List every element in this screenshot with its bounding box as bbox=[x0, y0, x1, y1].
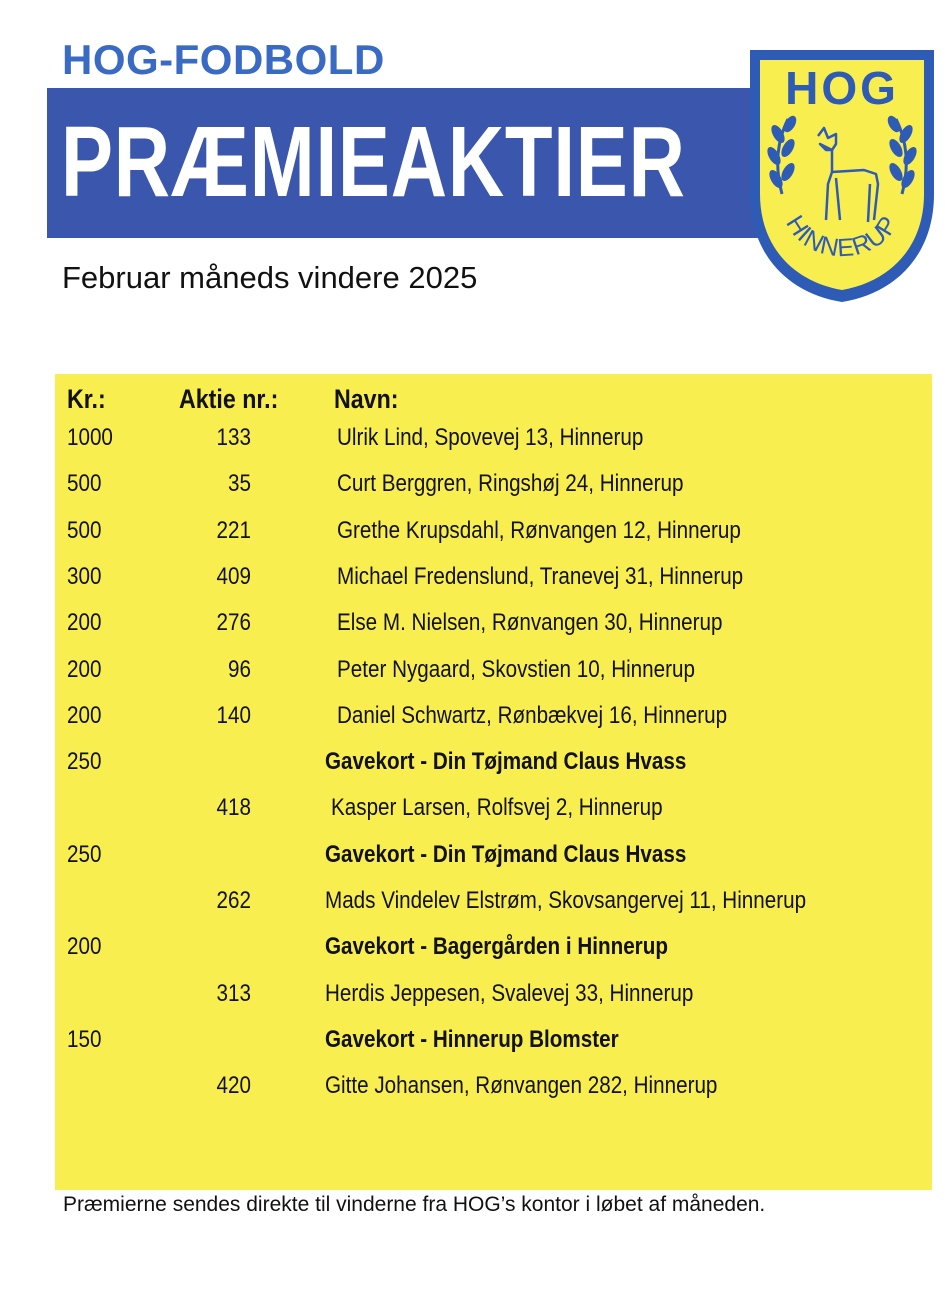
row-2-kr: 500 bbox=[67, 516, 102, 544]
row-9-kr: 250 bbox=[67, 840, 102, 868]
title-banner bbox=[47, 88, 760, 238]
row-14-navn: Gitte Johansen, Rønvangen 282, Hinnerup bbox=[325, 1072, 718, 1100]
subtitle: Februar måneds vindere 2025 bbox=[62, 260, 478, 295]
row-4-navn: Else M. Nielsen, Rønvangen 30, Hinnerup bbox=[337, 609, 723, 637]
row-11-navn: Gavekort - Bagergården i Hinnerup bbox=[325, 933, 668, 961]
winners-table bbox=[55, 374, 932, 1190]
row-4-aktie: 276 bbox=[216, 609, 251, 637]
row-3-aktie: 409 bbox=[216, 562, 251, 590]
row-11-kr: 200 bbox=[67, 933, 102, 961]
row-7-kr: 250 bbox=[67, 748, 102, 776]
row-1-kr: 500 bbox=[67, 470, 102, 498]
row-9-navn: Gavekort - Din Tøjmand Claus Hvass bbox=[325, 840, 687, 868]
page-title: PRÆMIEAKTIER bbox=[61, 106, 686, 218]
row-5-kr: 200 bbox=[67, 655, 102, 683]
row-13-kr: 150 bbox=[67, 1025, 102, 1053]
column-header-kr: Kr.: bbox=[67, 384, 106, 414]
row-12-aktie: 313 bbox=[216, 979, 251, 1007]
row-10-aktie: 262 bbox=[216, 887, 251, 914]
row-4-kr: 200 bbox=[67, 609, 102, 637]
row-8-navn: Kasper Larsen, Rolfsvej 2, Hinnerup bbox=[331, 794, 663, 822]
row-5-navn: Peter Nygaard, Skovstien 10, Hinnerup bbox=[337, 655, 695, 683]
row-7-navn: Gavekort - Din Tøjmand Claus Hvass bbox=[325, 748, 687, 776]
row-1-navn: Curt Berggren, Ringshøj 24, Hinnerup bbox=[337, 470, 684, 498]
org-title: HOG-FODBOLD bbox=[62, 36, 385, 83]
logo-top-text: HOG bbox=[785, 62, 899, 114]
row-6-kr: 200 bbox=[67, 701, 102, 729]
row-14-aktie: 420 bbox=[216, 1072, 251, 1100]
club-logo bbox=[744, 44, 940, 306]
row-6-aktie: 140 bbox=[216, 701, 251, 729]
row-1-aktie: 35 bbox=[228, 470, 251, 498]
row-2-aktie: 221 bbox=[216, 516, 251, 544]
row-13-navn: Gavekort - Hinnerup Blomster bbox=[325, 1025, 619, 1053]
row-6-navn: Daniel Schwartz, Rønbækvej 16, Hinnerup bbox=[337, 701, 728, 729]
row-8-aktie: 418 bbox=[216, 794, 251, 822]
row-12-navn: Herdis Jeppesen, Svalevej 33, Hinnerup bbox=[325, 979, 694, 1007]
row-0-kr: 1000 bbox=[67, 424, 113, 451]
row-2-navn: Grethe Krupsdahl, Rønvangen 12, Hinnerup bbox=[337, 516, 741, 544]
row-5-aktie: 96 bbox=[228, 655, 251, 683]
row-3-navn: Michael Fredenslund, Tranevej 31, Hinnerup bbox=[337, 562, 744, 590]
row-10-navn: Mads Vindelev Elstrøm, Skovsangervej 11, Hinnerup bbox=[325, 887, 807, 914]
column-header-aktie: Aktie nr.: bbox=[179, 384, 279, 414]
row-0-navn: Ulrik Lind, Spovevej 13, Hinnerup bbox=[337, 424, 644, 451]
column-header-navn: Navn: bbox=[334, 384, 399, 414]
footer-note: Præmierne sendes direkte til vinderne fra HOG’s kontor i løbet af måneden. bbox=[63, 1193, 766, 1216]
row-0-aktie: 133 bbox=[216, 424, 251, 451]
logo-bottom-text: HINNERUP bbox=[780, 210, 904, 263]
row-3-kr: 300 bbox=[67, 562, 102, 590]
